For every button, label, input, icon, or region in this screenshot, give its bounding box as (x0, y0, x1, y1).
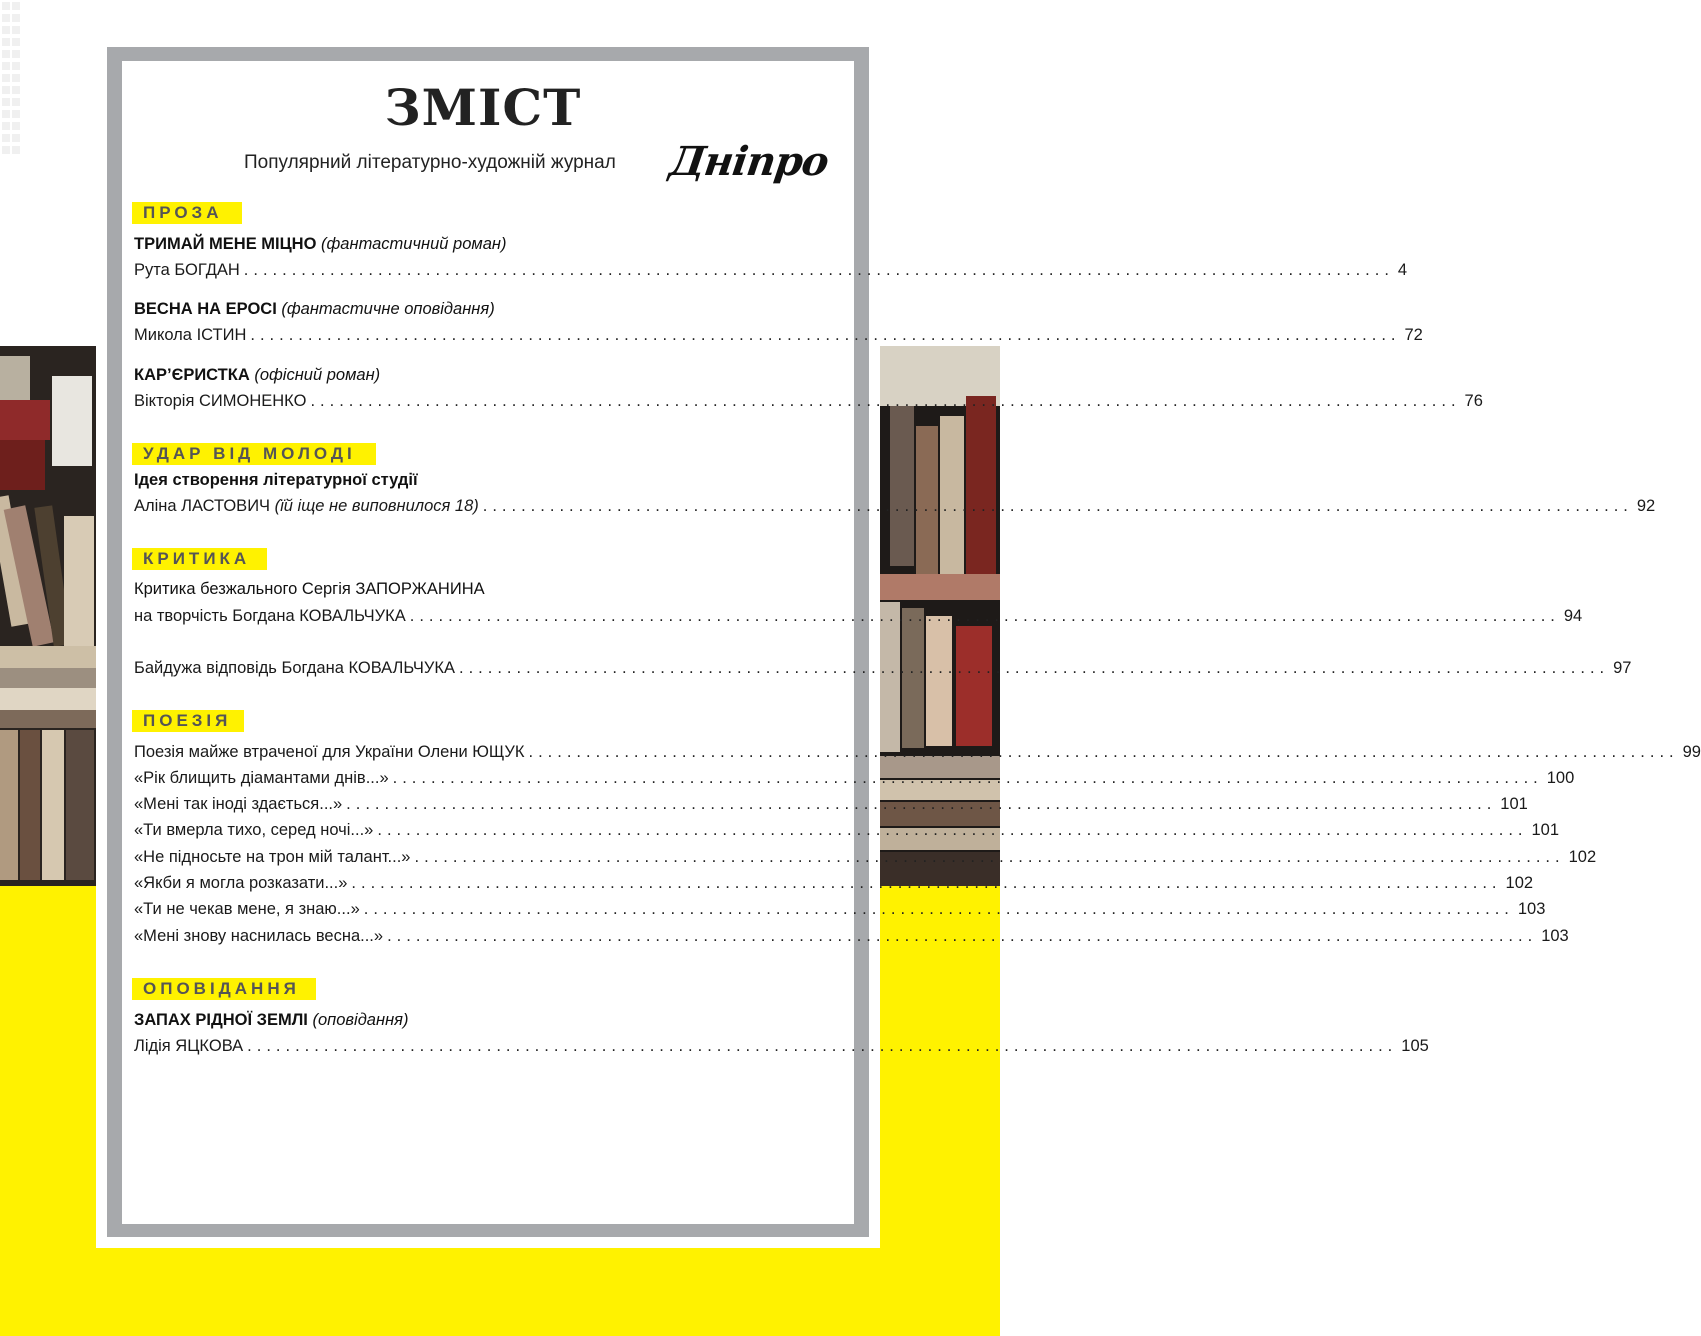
entry-title[interactable] (134, 366, 380, 385)
toc-page-number: 103 (1517, 900, 1546, 918)
toc-page-number: 105 (1401, 1037, 1429, 1055)
entry-title[interactable] (134, 235, 506, 254)
toc-line[interactable] (134, 871, 1534, 893)
leader-dots: ........................................................................................................................ (247, 1037, 1398, 1055)
entry-title[interactable] (134, 300, 495, 319)
toc-line[interactable] (134, 323, 1423, 345)
dnipro-logo: Дніпро (666, 138, 831, 185)
toc-line[interactable] (134, 1034, 1429, 1056)
section-tag-label: ОПОВІДАННЯ (143, 979, 300, 998)
toc-text: «Мені так іноді здається...» (134, 795, 343, 813)
section-tag-krytyka (132, 548, 267, 570)
leader-dots: ........................................................................................................................ (459, 659, 1610, 677)
leader-dots: ........................................................................................................................ (351, 874, 1502, 892)
toc-page-number: 103 (1541, 927, 1569, 945)
toc-line[interactable] (134, 740, 1701, 762)
entry-genre: (оповідання) (312, 1011, 409, 1029)
toc-page-number: 100 (1546, 769, 1575, 787)
section-tag-label: ПРОЗА (143, 203, 223, 222)
leader-dots: ........................................................................................................................ (363, 900, 1514, 918)
toc-text: Поезія майже втраченої для України Олени ЮЩУК (134, 743, 525, 761)
toc-text: «Якби я могла розказати...» (134, 874, 348, 892)
section-tag-label: КРИТИКА (143, 549, 251, 568)
toc-line[interactable] (134, 766, 1575, 788)
entry-text[interactable]: Критика безжального Сергія ЗАПОРЖАНИНА (134, 580, 485, 598)
entry-genre: (фантастичне оповідання) (281, 300, 495, 318)
toc-text: на творчість Богдана КОВАЛЬЧУКА (134, 607, 406, 625)
toc-line[interactable] (134, 924, 1569, 946)
toc-page-number: 99 (1682, 743, 1701, 761)
leader-dots: ........................................................................................................................ (243, 261, 1394, 279)
leader-dots: ........................................................................................................................ (482, 497, 1633, 515)
entry-title-text: Ідея створення літературної студії (134, 471, 418, 489)
toc-page-number: 101 (1500, 795, 1528, 813)
section-tag-poezia (132, 710, 244, 732)
section-tag-proza (132, 202, 242, 224)
section-tag-label: ПОЕЗІЯ (143, 711, 232, 730)
toc-page-number: 92 (1636, 497, 1656, 515)
toc-page-number: 97 (1613, 659, 1632, 677)
toc-author: Микола ІСТИН (134, 326, 247, 344)
leader-dots: ........................................................................................................................ (414, 848, 1565, 866)
toc-page-number: 4 (1397, 261, 1408, 279)
entry-genre: (офісний роман) (254, 366, 381, 384)
toc-text: «Рік блищить діамантами днів...» (134, 769, 389, 787)
page-title: ЗМІСТ (384, 78, 582, 137)
toc-author: Лідія ЯЦКОВА (134, 1037, 244, 1055)
leader-dots: ........................................................................................................................ (392, 769, 1543, 787)
toc-text: «Мені знову наснилась весна...» (134, 927, 384, 945)
entry-title-text: ВЕСНА НА ЕРОСІ (134, 300, 277, 318)
toc-page-number: 102 (1505, 874, 1534, 892)
section-tag-udar (132, 443, 376, 465)
entry-genre: (фантастичний роман) (321, 235, 507, 253)
leader-dots: ........................................................................................................................ (528, 743, 1679, 761)
toc-author: Рута БОГДАН (134, 261, 240, 279)
toc-line[interactable] (134, 389, 1483, 411)
toc-page-number: 94 (1563, 607, 1583, 625)
section-tag-opovidannia (132, 978, 316, 1000)
entry-title[interactable] (134, 471, 418, 490)
toc-page-number: 76 (1464, 392, 1483, 410)
toc-line[interactable] (134, 258, 1408, 280)
bookshelf-photo-left (0, 346, 96, 886)
toc-line[interactable] (134, 494, 1656, 516)
toc-page-number: 72 (1404, 326, 1423, 344)
toc-page-number: 101 (1531, 821, 1560, 839)
leader-dots: ........................................................................................................................ (346, 795, 1497, 813)
toc-author: Вікторія СИМОНЕНКО (134, 392, 307, 410)
toc-author (134, 497, 483, 516)
leader-dots: ........................................................................................................................ (409, 607, 1560, 625)
toc-line[interactable] (134, 656, 1632, 678)
leader-dots: ........................................................................................................................ (250, 326, 1401, 344)
entry-title[interactable] (134, 1011, 408, 1030)
toc-text: Байдужа відповідь Богдана КОВАЛЬЧУКА (134, 659, 456, 677)
toc-line[interactable] (134, 845, 1597, 867)
entry-title-text: КАР’ЄРИСТКА (134, 366, 250, 384)
magazine-subtitle: Популярний літературно-художній журнал (244, 152, 616, 173)
leader-dots: ........................................................................................................................ (377, 821, 1528, 839)
author-name: Аліна ЛАСТОВИЧ (134, 497, 271, 515)
toc-line[interactable] (134, 897, 1546, 919)
author-note: (їй іще не виповнилося 18) (274, 497, 479, 515)
toc-text: «Ти вмерла тихо, серед ночі...» (134, 821, 374, 839)
toc-line[interactable] (134, 818, 1560, 840)
toc-text: «Не підносьте на трон мій талант...» (134, 848, 411, 866)
leader-dots: ........................................................................................................................ (387, 927, 1538, 945)
entry-title-text: ЗАПАХ РІДНОЇ ЗЕМЛІ (134, 1011, 308, 1029)
section-tag-label: УДАР ВІД МОЛОДІ (143, 444, 356, 463)
toc-line[interactable] (134, 604, 1583, 626)
toc-line[interactable] (134, 792, 1528, 814)
toc-page-number: 102 (1568, 848, 1597, 866)
toc-text: «Ти не чекав мене, я знаю...» (134, 900, 360, 918)
entry-title-text: ТРИМАЙ МЕНЕ МІЦНО (134, 235, 317, 253)
leader-dots: ........................................................................................................................ (310, 392, 1461, 410)
